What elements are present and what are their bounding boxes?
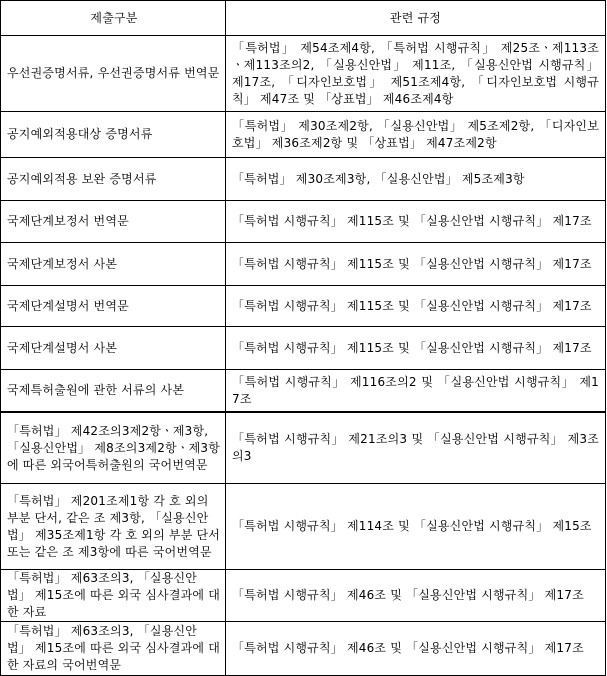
regulation-text: 「특허법」 제30조제3항, 「실용신안법」 제5조제3항	[232, 171, 525, 186]
category-cell	[1, 327, 226, 369]
regulation-text: 「특허법 시행규칙」 제46조 및 「실용신안법 시행규칙」 제17조	[232, 641, 584, 655]
regulation-text: 「특허법 시행규칙」 제114조 및 「실용신안법 시행규칙」 제15조	[232, 519, 592, 533]
category-text: 국제특허출원에 관한 서류의 사본	[7, 383, 185, 397]
category-text: 공지예외적용 보완 증명서류	[7, 171, 157, 186]
regulation-text: 「특허법 시행규칙」 제116조의2 및 「실용신안법 시행규칙」 제17조	[232, 374, 599, 406]
category-cell	[1, 112, 226, 157]
category-text: 공지예외적용대상 증명서류	[7, 127, 153, 141]
category-cell	[1, 413, 226, 483]
category-text: 국제단계보정서 사본	[7, 256, 118, 271]
table-row	[1, 285, 605, 326]
regulation-cell	[226, 158, 605, 200]
regulation-text: 「특허법」 제54조제4항, 「특허법 시행규칙」 제25조ㆍ제113조ㆍ제113조의2, 「실용신안법」 제11조, 「실용신안법 시행규칙」 제17조, 「디자인보호법」 제51조제4항, 「디자인보호법 시행규칙」 제47조 및 「상표법」 제46조제4항	[232, 40, 599, 106]
table-row	[1, 157, 605, 200]
regulation-text: 「특허법 시행규칙」 제115조 및 「실용신안법 시행규칙」 제17조	[232, 298, 592, 313]
category-cell	[1, 484, 226, 569]
table-row	[1, 326, 605, 369]
category-cell	[1, 243, 226, 285]
regulation-cell	[226, 484, 605, 569]
table-row	[1, 483, 605, 569]
regulation-text: 「특허법 시행규칙」 제115조 및 「실용신안법 시행규칙」 제17조	[232, 340, 592, 355]
category-cell	[1, 622, 226, 675]
category-cell	[1, 286, 226, 326]
regulation-cell	[226, 413, 605, 483]
table-row	[1, 242, 605, 285]
table-row	[1, 35, 605, 111]
table-row	[1, 111, 605, 157]
category-text: 국제단계보정서 번역문	[7, 214, 129, 228]
table-row	[1, 621, 605, 675]
category-text: 국제단계설명서 사본	[7, 340, 118, 355]
header-cell-regulation	[226, 1, 605, 35]
category-text: 「특허법」 제63조의3, 「실용신안법」 제15조에 따른 외국 심사결과에 대한 자료	[7, 571, 221, 619]
regulation-cell	[226, 243, 605, 285]
header-cell-category	[1, 1, 226, 35]
regulation-cell	[226, 112, 605, 157]
regulation-text: 「특허법 시행규칙」 제115조 및 「실용신안법 시행규칙」 제17조	[232, 214, 592, 228]
header-category-label: 제출구분	[90, 10, 138, 25]
category-cell	[1, 370, 226, 411]
regulation-cell	[226, 622, 605, 675]
regulation-cell	[226, 286, 605, 326]
table-row	[1, 200, 605, 242]
category-text: 국제단계설명서 번역문	[7, 298, 129, 313]
regulation-text: 「특허법 시행규칙」 제115조 및 「실용신안법 시행규칙」 제17조	[232, 256, 592, 271]
category-text: 「특허법」 제42조의3제2항ㆍ제3항, 「실용신안법」 제8조의3제2항ㆍ제3항에 따른 외국어특허출원의 국어번역문	[7, 423, 221, 472]
regulation-cell	[226, 370, 605, 411]
category-cell	[1, 36, 226, 111]
category-text: 「특허법」 제63조의3, 「실용신안법」 제15조에 따른 외국 심사결과에 대한 자료의 국어번역문	[7, 624, 221, 672]
regulation-text: 「특허법 시행규칙」 제21조의3 및 「실용신안법 시행규칙」 제3조의3	[232, 432, 599, 463]
category-cell	[1, 570, 226, 621]
category-text: 우선권증명서류, 우선권증명서류 번역문	[7, 66, 220, 80]
table-row	[1, 369, 605, 411]
table-row	[1, 411, 605, 483]
table-header-row	[1, 1, 605, 35]
regulation-cell	[226, 201, 605, 242]
regulation-text: 「특허법」 제30조제2항, 「실용신안법」 제5조제2항, 「디자인보호법」 제36조제2항 및 「상표법」 제47조제2항	[232, 118, 599, 150]
table-row	[1, 569, 605, 621]
regulation-cell	[226, 327, 605, 369]
category-cell	[1, 158, 226, 200]
regulation-cell	[226, 570, 605, 621]
regulation-cell	[226, 36, 605, 111]
regulation-text: 「특허법 시행규칙」 제46조 및 「실용신안법 시행규칙」 제17조	[232, 588, 584, 602]
category-cell	[1, 201, 226, 242]
header-regulation-label: 관련 규정	[389, 10, 442, 25]
category-text: 「특허법」 제201조제1항 각 호 외의 부분 단서, 같은 조 제3항, 「실용신안법」 제35조제1항 각 호 외의 부분 단서 또는 같은 조 제3항에 따른 국어번역문	[7, 493, 221, 559]
